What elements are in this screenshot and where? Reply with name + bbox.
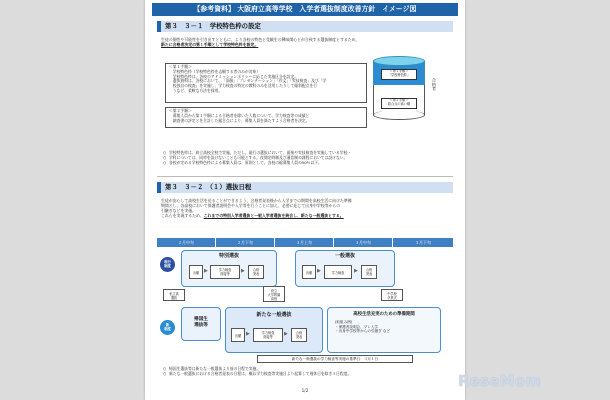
step1-line: 校独自の検査」を実施し、学力検査の特定の教科のみを活用したりして傾斜配点を行 <box>169 83 318 89</box>
section2-intro <box>161 198 453 218</box>
intro-text: これらを実現するため、 <box>161 213 204 218</box>
arrow-icon: ▶ <box>284 331 288 337</box>
cylinder-bottom <box>373 110 425 120</box>
month-cell: ２月中旬 <box>157 238 215 247</box>
base-date-note: 新たな一般選抜の学力検査等実施の基準日：３月１日 <box>257 355 413 363</box>
step2-content <box>166 108 366 124</box>
step-apply: 出願 <box>231 328 245 342</box>
intro-line: 期間とし、各高校において保護者説明会や入学等を行うことに加え、必要に応じて出身中学校等からの <box>161 203 341 208</box>
intro-emphasis: これまでの特別入学者選抜と一般入学者選抜を統合し、新たな一般選抜とする。 <box>203 213 344 218</box>
returnee-selection-title: 帰国生 選抜等 <box>194 317 208 328</box>
resemom-watermark-logo: ReseMom <box>458 372 542 390</box>
arrow-icon: ▶ <box>246 331 250 337</box>
new-general-selection-title: 新たな一般選抜 <box>256 312 292 318</box>
intro-line: 生徒の個性や可能性を引き出すとともに、より各校の特色と受験生の興味関心とが合致する選抜制度とするため、 <box>161 37 360 42</box>
step1-box <box>165 63 367 103</box>
month-cell: ２月下旬 <box>216 238 274 247</box>
page-number: 1/2 <box>301 388 309 393</box>
preparation-period-title: 高校生活充実のための準備期間 <box>353 312 415 317</box>
intro-emphasis: 新たに合格者決定の第１手順として学校特色枠を設定。 <box>161 42 259 47</box>
university-affiliated-school: 府立 大学附属 高校 <box>263 286 285 302</box>
month-cell: ３月下旬 <box>393 238 453 247</box>
section-heading-1: 第３ ３－１ 学校特色枠の設定 <box>157 21 453 32</box>
step2-line: 募集人員から第１手順による合格者を除いた人数について、学力検査等の成績と <box>169 112 310 118</box>
step2-label: ＜第２手順＞ <box>169 108 192 113</box>
example-item: ・保護者説明会、プレ入学 <box>335 324 378 329</box>
section-divider <box>157 176 453 177</box>
arrow-icon: ▶ <box>354 268 358 274</box>
row-label-new: 新 制度 <box>160 320 175 335</box>
cylinder-top <box>373 56 425 66</box>
row-label-current: 現行 制度 <box>160 257 175 272</box>
section-heading-2: 第３ ３－２ （１）選抜日程 <box>157 182 453 193</box>
step1-content <box>166 64 366 95</box>
step-result: 合格 発表 <box>248 265 264 279</box>
step1-line: 学校特色枠（学校特色枠を志願する者のみが対象） <box>169 68 261 74</box>
bullet-item: ○ 学科については、同枠を設けないことも可能とする。夜間定時制及び通信制の課程においては設けない。 <box>163 155 453 160</box>
arrow-icon: ▶ <box>241 268 245 274</box>
step-result: 合格 発表 <box>291 328 307 342</box>
step1-line: 選抜資料は、各校において、「面接」「プレゼンテーション」「作文」「実技検査」及び「学 <box>169 78 327 84</box>
step1-line: うなど、柔軟な方法を採用。 <box>169 87 223 93</box>
bullet-item: ○ 学校特色枠は、府立高校全校で実施。ただし、現行の選抜において、面接や実技検査を実施している学校・ <box>163 150 453 155</box>
intro-line: 生徒が安心して高校生活を送ることができるよう、合格者発表後から入学までの期間を高校生活に向けた準備 <box>161 198 352 203</box>
cylinder-label-total-score: ＜第２手順＞ 総合点の高い順 <box>381 98 417 109</box>
admission-cylinder-diagram <box>373 56 425 120</box>
bullet-item: ○ 帰国生選抜等は新たな一般選抜より前の日程で実施。 <box>163 366 453 371</box>
month-cell: ３月中旬 <box>334 238 392 247</box>
intro-line: 引継ぎなどを実施。 <box>161 208 197 213</box>
page-banner: 【参考資料】 大阪府立高等学校 入学者選抜制度改善方針 イメージ図 <box>152 3 458 16</box>
step-apply: 出願 <box>189 265 203 279</box>
section2-bullets <box>163 366 453 376</box>
step2-line: 調査書の評定とを合計した総合点により、募集人員を満たすよう合格者を決定。 <box>169 117 310 123</box>
bullet-item: ○ 各校が定める学校特色枠による募集人員は、原則として、各校の総募集人員の50％以下。 <box>163 160 453 165</box>
document-page <box>145 0 465 400</box>
step-apply: 出願 <box>302 265 316 279</box>
arrow-icon: ▶ <box>204 268 208 274</box>
arrow-icon: ▶ <box>317 268 321 274</box>
cylinder-label-feature: ＜第１手順＞ 「学校特色枠」 <box>381 69 417 80</box>
example-item: ・出身中学校等からの引継ぎ など <box>335 329 391 334</box>
special-selection-title: 特別選抜 <box>218 253 239 259</box>
bullet-item: ○ 新たな一般選抜における合格者発表の日程は、概ね学力検査等実施日より起算して週休日を除き５日程度。 <box>163 371 453 376</box>
section1-bullets <box>163 150 453 165</box>
intro-line <box>161 213 453 218</box>
junior-high-graduation: 中学校 卒業式 <box>381 289 403 301</box>
accepted-label: 合格者 <box>432 78 437 91</box>
preparation-examples <box>335 320 439 334</box>
month-header <box>157 238 453 247</box>
step-exam-interview: 学力検査 面接等 <box>253 328 283 342</box>
step-exam-interview: 学力検査 面接等 <box>210 265 240 279</box>
section1-intro <box>161 37 453 47</box>
step1-line: 学校特色枠は、各校のアドミッションポリシーに応じた実施区分を設定。 <box>169 73 298 79</box>
general-selection-title: 一般選抜 <box>334 253 355 259</box>
step-result: 合格 発表 <box>361 265 377 279</box>
private-school-selection: 私立高 選抜 <box>163 289 185 301</box>
month-cell: ３月上旬 <box>275 238 333 247</box>
step1-label: ＜第１手順＞ <box>169 64 192 69</box>
examples-heading: (取組み例) <box>335 320 353 324</box>
step2-box <box>165 107 367 128</box>
step-exam: 学力検査 <box>324 265 352 279</box>
